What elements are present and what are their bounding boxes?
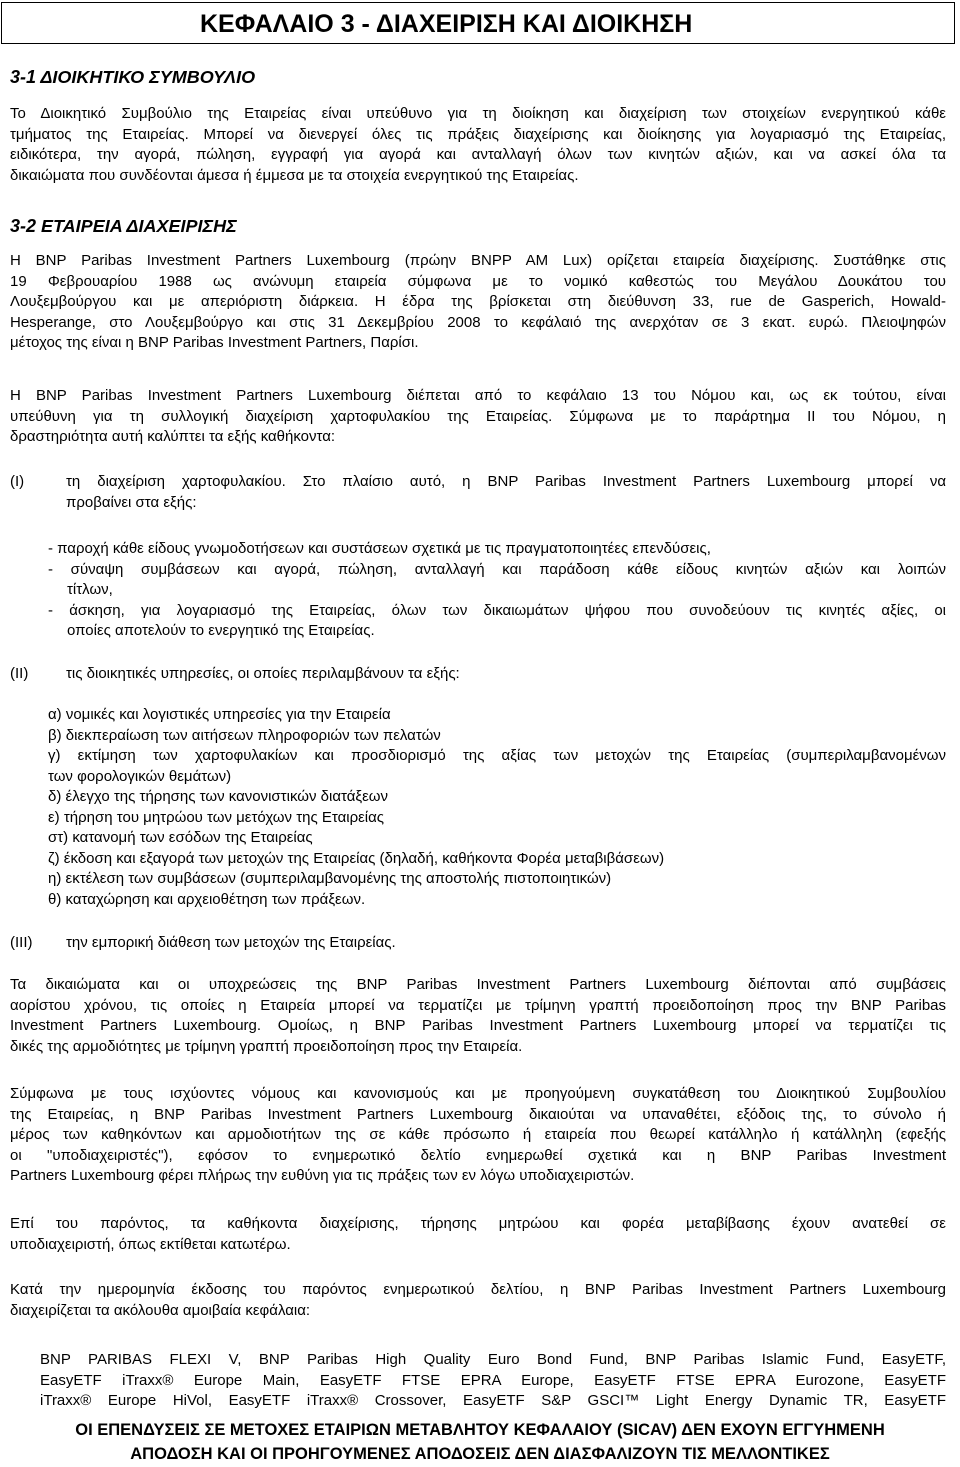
item-distribution: την εμπορική διάθεση των μετοχών της Εταιρείας. [66, 934, 396, 951]
section-heading-board: 3-1 ΔΙΟΙΚΗΤΙΚΟ ΣΥΜΒΟΥΛΙΟ [10, 67, 256, 87]
text-line: Σύμφωνα με τους ισχύοντες νόμους και κανονισμούς και με προηγούμενη συγκατάθεση του Διοικητικού Συμβουλίου [10, 1085, 946, 1102]
sub-item: θ) καταχώρηση και αρχειοθέτηση των πράξεων. [48, 890, 366, 908]
sub-item: ζ) έκδοση και εξαγορά των μετοχών της Εταιρείας (δηλαδή, καθήκοντα Φορέα μεταβιβάσεων) [48, 849, 665, 867]
sub-item: γ) εκτίμηση των χαρτοφυλακίων και προσδιορισμό της αξίας των μετοχών της Εταιρείας (συμπεριλαμβανομένων [48, 747, 946, 764]
text-line: Investment Partners Luxembourg. Ομοίως, η BNP Paribas Investment Partners Luxembourg μπορεί να τερματίζει τις [10, 1017, 946, 1034]
text-line: δικαιώματα που συνδέονται άμεσα ή έμμεσα με τα στοιχεία ενεργητικού της Εταιρείας. [10, 166, 579, 184]
sub-item: α) νομικές και λογιστικές υπηρεσίες για την Εταιρεία [48, 706, 391, 723]
text-line: EasyETF iTraxx® Europe Main, EasyETF FTSE EPRA Europe, EasyETF FTSE EPRA Eurozone, EasyETF [40, 1371, 946, 1389]
paragraph-contracts [10, 975, 946, 1057]
paragraph-funds-intro [10, 1280, 946, 1321]
text-line: υποδιαχειριστή, όπως εκτίθεται κατωτέρω. [10, 1235, 291, 1253]
text-line: τη διαχείριση χαρτοφυλακίου. Στο πλαίσιο αυτό, η BNP Paribas Investment Partners Luxembourg μπορεί να [66, 473, 946, 490]
text-line: Επί του παρόντος, τα καθήκοντα διαχείρισης, τήρησης μητρώου και φορέα μεταβίβασης έχουν ανατεθεί σε [10, 1215, 946, 1232]
text-line: δραστηριότητα αυτή καλύπτει τα εξής καθήκοντα: [10, 428, 336, 445]
sub-item: η) εκτέλεση των συμβάσεων (συμπεριλαμβανομένης της αποστολής πιστοποιητικών) [48, 870, 612, 887]
paragraph-subdelegation [10, 1214, 946, 1255]
item-admin-services: τις διοικητικές υπηρεσίες, οι οποίες περιλαμβάνουν τα εξής: [66, 665, 460, 682]
text-line: δικές της αρμοδιότητες με τρίμηνη γραπτή προειδοποίηση προς την Εταιρεία. [10, 1037, 523, 1055]
sub-item: δ) έλεγχο της τήρησης των κανονιστικών διατάξεων [48, 788, 388, 805]
paragraph-company-info [10, 251, 946, 354]
text-line: Λουξεμβούργου και με απεριόριστη διάρκεια. Η έδρα της βρίσκεται στη διεύθυνση 33, rue de Gasperich, Howald- [10, 293, 946, 310]
text-line: μέτοχος της είναι η BNP Paribas Investment Partners, Παρίσι. [10, 334, 419, 351]
sub-item: στ) κατανομή των εσόδων της Εταιρείας [48, 829, 313, 846]
text-line: Hesperange, στο Λουξεμβούργο και στις 31 Δεκεμβρίου 2008 το κεφάλαιό της ανερχόταν σε 3 εκατ. ευρώ. Πλειοψηφών [10, 313, 946, 331]
paragraph-fund-list [40, 1350, 946, 1412]
footer-line: ΟΙ ΕΠΕΝΔΥΣΕΙΣ ΣΕ ΜΕΤΟΧΕΣ ΕΤΑΙΡΙΩΝ ΜΕΤΑΒΛΗΤΟΥ ΚΕΦΑΛΑΙΟΥ (SICAV) ΔΕΝ ΕΧΟΥΝ ΕΓΓΥΗΜΕΝΗ [75, 1421, 885, 1439]
text-line: οι "υποδιαχειριστές"), εφόσον το ενημερωτικό δελτίο ενημερωθεί σχετικά και η BNP Paribas Investment [10, 1146, 946, 1164]
text-line: Η BNP Paribas Investment Partners Luxembourg διέπεται από το κεφάλαιο 13 του Νόμου και, ως εκ τούτου, είναι [10, 387, 946, 404]
dash-item: - σύναψη συμβάσεων και αγορά, πώληση, ανταλλαγή και παράδοση κάθε είδους κινητών αξιών και λοιπών [48, 560, 946, 578]
dash-item-cont: οποίες αποτελούν το ενεργητικό της Εταιρείας. [67, 622, 375, 639]
dash-list [48, 539, 946, 642]
paragraph-delegation [10, 1084, 946, 1187]
text-line: μέρος των καθηκόντων και αρμοδιοτήτων της σε κάθε πρόσωπο ή εταιρεία που θεωρεί κατάλληλο ή κατάλληλη (εφεξής [10, 1126, 946, 1143]
section-heading-management-company: 3-2 ΕΤΑΙΡΕΙΑ ΔΙΑΧΕΙΡΙΣΗΣ [10, 216, 237, 236]
text-line: Η BNP Paribas Investment Partners Luxembourg (πρώην BNPP AM Lux) ορίζεται εταιρεία διαχείρισης. Συστάθηκε στις [10, 252, 946, 269]
text-line: διαχειρίζεται τα ακόλουθα αμοιβαία κεφάλαια: [10, 1301, 311, 1319]
text-line: Το Διοικητικό Συμβούλιο της Εταιρείας είναι υπεύθυνο για τη διοίκηση και διαχείριση των στοιχείων ενεργητικού κάθε [10, 105, 946, 122]
text-line: τμήματος της Εταιρείας. Μπορεί να διενεργεί όλες τις πράξεις διαχείρισης και διοίκησης για λογαριασμό της Εταιρείας, [10, 125, 946, 143]
sub-item: β) διεκπεραίωση των αιτήσεων πληροφοριών των πελατών [48, 726, 441, 744]
footer-disclaimer [0, 1418, 960, 1466]
dash-item: - άσκηση, για λογαριασμό της Εταιρείας, όλων των δικαιωμάτων ψήφου που συνοδεύουν τις κινητές αξίες, οι [48, 601, 946, 619]
dash-item-cont: τίτλων, [67, 581, 113, 598]
sub-item-cont: των φορολογικών θεμάτων) [48, 767, 232, 785]
text-line: αορίστου χρόνου, τις οποίες η Εταιρεία μπορεί να τερματίζει με τρίμηνη γραπτή προειδοποίηση προς την BNP Paribas [10, 996, 946, 1014]
item-portfolio-management [66, 472, 946, 513]
footer-line: ΑΠΟΔΟΣΗ ΚΑΙ ΟΙ ΠΡΟΗΓΟΥΜΕΝΕΣ ΑΠΟΔΟΣΕΙΣ ΔΕΝ ΔΙΑΣΦΑΛΙΖΟΥΝ ΤΙΣ ΜΕΛΛΟΝΤΙΚΕΣ [130, 1445, 830, 1463]
paragraph-board [10, 104, 946, 186]
sub-item: ε) τήρηση του μητρώου των μετόχων της Εταιρείας [48, 808, 385, 826]
item-label-2: (II) [10, 665, 29, 682]
text-line: ειδικότερα, την αγορά, πώληση, εγγραφή για αγορά και ανταλλαγή όλων των κινητών αξιών, και να ασκεί όλα τα [10, 146, 946, 163]
chapter-title: ΚΕΦΑΛΑΙΟ 3 - ΔΙΑΧΕΙΡΙΣΗ ΚΑΙ ΔΙΟΙΚΗΣΗ [200, 10, 693, 38]
text-line: Partners Luxembourg φέρει πλήρως την ευθύνη για τις πράξεις των εν λόγω υποδιαχειριστών. [10, 1167, 635, 1184]
text-line: BNP PARIBAS FLEXI V, BNP Paribas High Quality Euro Bond Fund, BNP Paribas Islamic Fund, EasyETF, [40, 1351, 946, 1368]
text-line: Τα δικαιώματα και οι υποχρεώσεις της BNP Paribas Investment Partners Luxembourg διέπονται από συμβάσεις [10, 976, 946, 993]
text-line: υπεύθυνη για τη συλλογική διαχείριση χαρτοφυλακίου της Εταιρείας. Σύμφωνα με το παράρτημα II του Νόμου, η [10, 407, 946, 425]
dash-item: - παροχή κάθε είδους γνωμοδοτήσεων και συστάσεων σχετικά με τις πραγματοποιητέες επενδύσεις, [48, 540, 711, 557]
item-label-3: (III) [10, 934, 33, 951]
text-line: προβαίνει στα εξής: [66, 493, 197, 511]
text-line: Κατά την ημερομηνία έκδοσης του παρόντος ενημερωτικού δελτίου, η BNP Paribas Investment Partners Luxembourg [10, 1281, 946, 1298]
item-label-1: (I) [10, 473, 25, 490]
text-line: iTraxx® Europe HiVol, EasyETF iTraxx® Crossover, EasyETF S&P GSCI™ Light Energy Dynamic TR, EasyETF [40, 1392, 946, 1409]
admin-services-list [48, 705, 946, 910]
text-line: 19 Φεβρουαρίου 1988 ως ανώνυμη εταιρεία σύμφωνα με το νομικό καθεστώς του Μεγάλου Δουκάτου του [10, 272, 946, 290]
paragraph-duties-intro [10, 386, 946, 448]
text-line: της Εταιρείας, η BNP Paribas Investment Partners Luxembourg δικαιούται να υπαναθέτει, εξόδοις της, το σύνολο ή [10, 1105, 946, 1123]
